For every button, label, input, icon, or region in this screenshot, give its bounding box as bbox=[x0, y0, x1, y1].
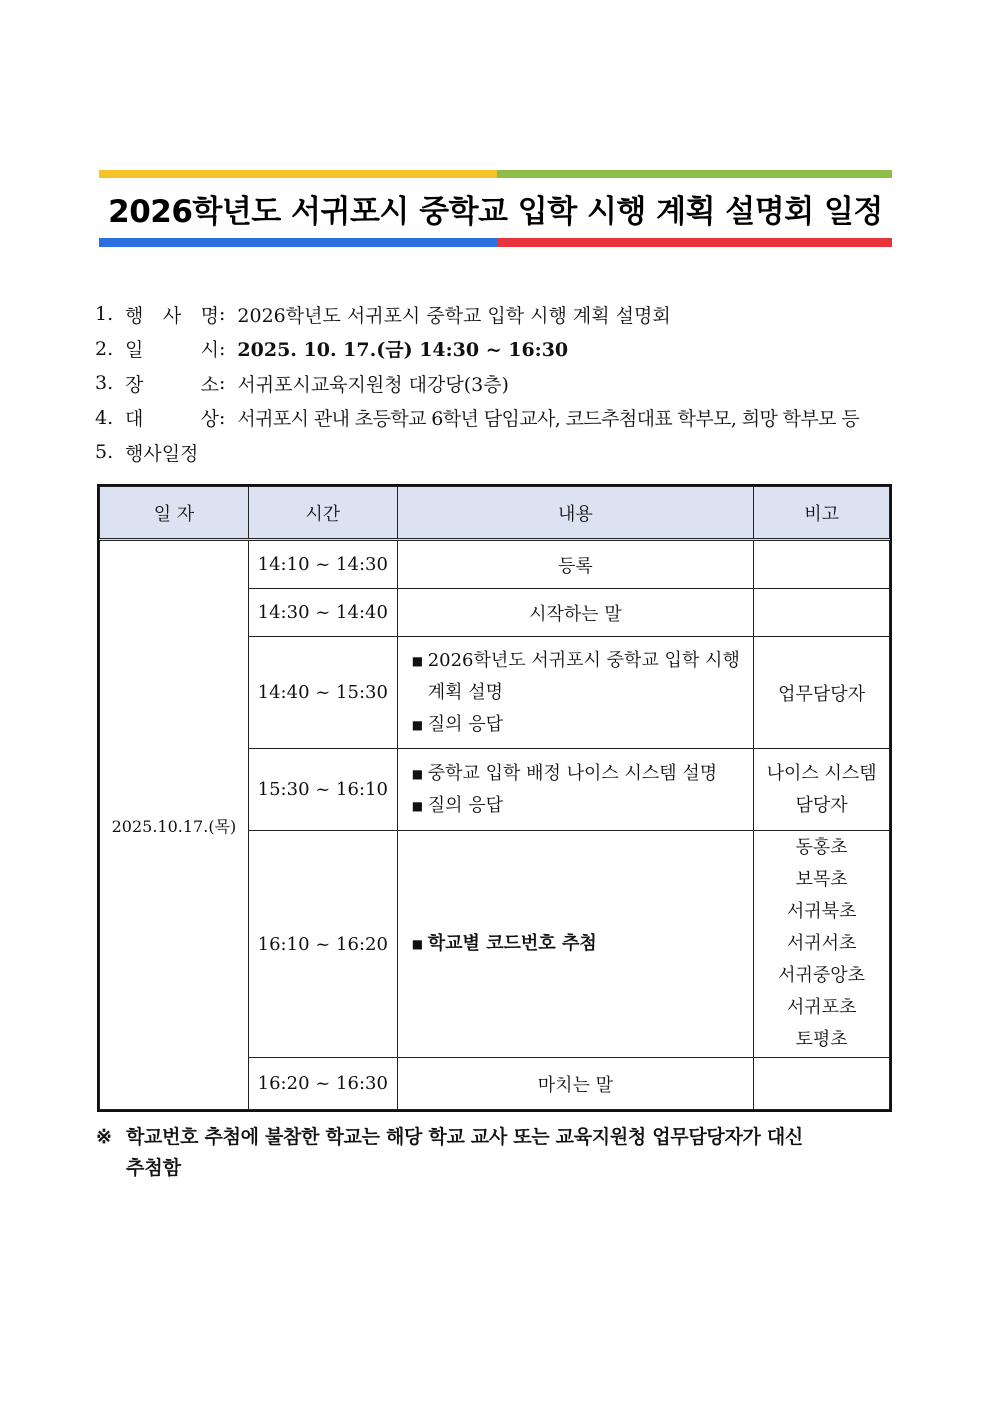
square-bullet-icon: ■ bbox=[411, 766, 424, 781]
list-item: ■ 질의 응답 bbox=[412, 709, 753, 741]
content-cell: 등록 bbox=[397, 540, 753, 589]
footnote: ※ 학교번호 추첨에 불참한 학교는 해당 학교 교사 또는 교육지원청 업무담당자가 대신 추첨함 bbox=[96, 1122, 901, 1184]
reference-mark-icon: ※ bbox=[96, 1126, 112, 1148]
header-date: 일 자 bbox=[100, 487, 249, 540]
title-bar-top-left bbox=[99, 170, 497, 178]
note-cell: 업무담당자 bbox=[754, 637, 890, 749]
header-time: 시간 bbox=[248, 487, 397, 540]
header-note: 비고 bbox=[754, 487, 890, 540]
page-title: 2026학년도 서귀포시 중학교 입학 시행 계획 설명회 일정 bbox=[108, 193, 883, 230]
time-cell: 15:30 ~ 16:10 bbox=[248, 749, 397, 831]
note-cell bbox=[754, 540, 890, 589]
square-bullet-icon: ■ bbox=[411, 717, 424, 732]
info-item-schedule: 5. 행사일정 bbox=[95, 435, 915, 470]
info-value: 2025. 10. 17.(금) 14:30 ~ 16:30 bbox=[237, 339, 569, 362]
list-item: ■ 학교별 코드번호 추첨 bbox=[412, 928, 753, 960]
info-label: 장 소 bbox=[125, 373, 219, 396]
info-value: 서귀포시 관내 초등학교 6학년 담임교사, 코드추첨대표 학부모, 희망 학부모 등 bbox=[237, 408, 860, 431]
event-info-list bbox=[95, 297, 915, 470]
time-cell: 14:40 ~ 15:30 bbox=[248, 637, 397, 749]
square-bullet-icon: ■ bbox=[411, 798, 424, 813]
title-banner bbox=[99, 170, 892, 247]
info-item-place: 3. 장 소 : 서귀포시교육지원청 대강당(3층) bbox=[95, 366, 915, 401]
list-item: ■ 2026학년도 서귀포시 중학교 입학 시행 계획 설명 bbox=[412, 645, 753, 709]
table-header-row bbox=[100, 487, 890, 540]
time-cell: 16:20 ~ 16:30 bbox=[248, 1058, 397, 1110]
content-cell bbox=[397, 637, 753, 749]
square-bullet-icon: ■ bbox=[411, 653, 424, 668]
note-cell: 나이스 시스템 담당자 bbox=[754, 749, 890, 831]
time-cell: 14:10 ~ 14:30 bbox=[248, 540, 397, 589]
info-value: 서귀포시교육지원청 대강당(3층) bbox=[237, 373, 509, 396]
title-bar-top-right bbox=[497, 170, 892, 178]
info-item-datetime: 2. 일 시 : 2025. 10. 17.(금) 14:30 ~ 16:30 bbox=[95, 332, 915, 367]
note-cell bbox=[754, 1058, 890, 1110]
square-bullet-icon: ■ bbox=[411, 937, 424, 951]
info-label: 행 사 명 bbox=[125, 304, 219, 327]
info-label: 행사일정 bbox=[125, 442, 199, 465]
info-label: 일 시 bbox=[125, 339, 219, 362]
content-cell: 시작하는 말 bbox=[397, 589, 753, 637]
info-label: 대 상 bbox=[125, 408, 219, 431]
table-row bbox=[100, 540, 890, 589]
list-item: ■ 질의 응답 bbox=[412, 790, 753, 822]
title-bar-bottom-left bbox=[99, 238, 497, 247]
title-bar-bottom-right bbox=[497, 238, 892, 247]
content-cell bbox=[397, 749, 753, 831]
info-item-target: 4. 대 상 : 서귀포시 관내 초등학교 6학년 담임교사, 코드추첨대표 학부모, 희망 학부모 등 bbox=[95, 401, 915, 436]
time-cell: 14:30 ~ 14:40 bbox=[248, 589, 397, 637]
time-cell: 16:10 ~ 16:20 bbox=[248, 831, 397, 1058]
schedule-table bbox=[99, 486, 890, 1110]
note-cell bbox=[754, 589, 890, 637]
note-cell: 동홍초 보목초 서귀북초 서귀서초 서귀중앙초 서귀포초 토평초 bbox=[754, 831, 890, 1058]
info-value: 2026학년도 서귀포시 중학교 입학 시행 계획 설명회 bbox=[237, 304, 671, 327]
list-item: ■ 중학교 입학 배정 나이스 시스템 설명 bbox=[412, 758, 753, 790]
date-cell: 2025.10.17.(목) bbox=[100, 540, 249, 1110]
header-content: 내용 bbox=[397, 487, 753, 540]
info-item-event-name: 1. 행 사 명 : 2026학년도 서귀포시 중학교 입학 시행 계획 설명회 bbox=[95, 297, 915, 332]
content-cell: 마치는 말 bbox=[397, 1058, 753, 1110]
content-cell bbox=[397, 831, 753, 1058]
